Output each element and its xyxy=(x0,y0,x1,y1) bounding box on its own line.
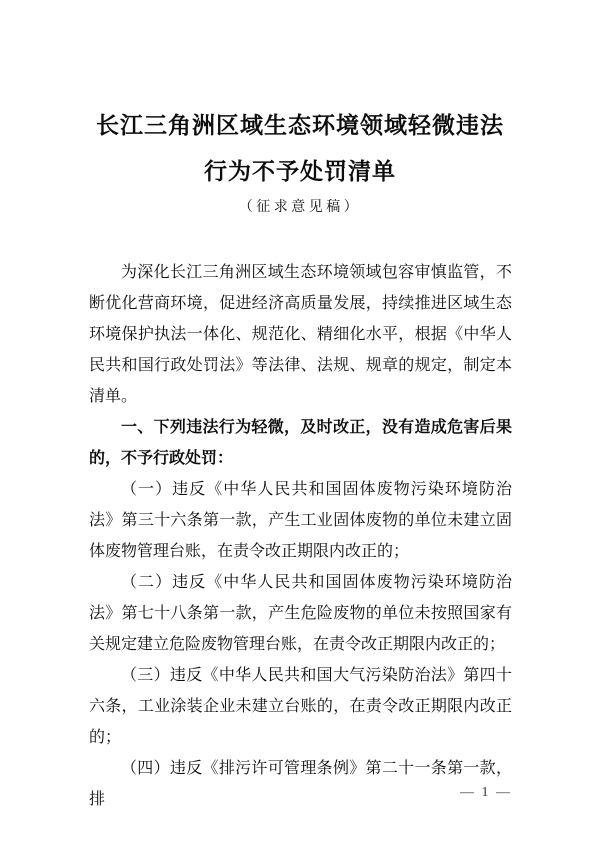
page-number: — 1 — xyxy=(460,785,512,800)
page-title-line-2: 行为不予处罚清单 xyxy=(204,159,396,184)
section-heading: 一、下列违法行为轻微，及时改正，没有造成危害后果的，不予行政处罚： xyxy=(89,419,512,467)
list-item-1: （一）违反《中华人民共和国固体废物污染环境防治法》第三十六条第一款，产生工业固体废物的单位未建立固体废物管理台账，在责令改正期限内改正的； xyxy=(89,481,512,560)
intro-paragraph: 为深化长江三角洲区域生态环境领域包容审慎监管，不断优化营商环境，促进经济高质量发展，持续推进区域生态环境保护执法一体化、规范化、精细化水平，根据《中华人民共和国行政处罚法》等法律、法规、规章的规定，制定本清单。 xyxy=(89,264,512,405)
list-item-2: （二）违反《中华人民共和国固体废物污染环境防治法》第七十八条第一款，产生危险废物的单位未按照国家有关规定建立危险废物管理台账，在责令改正期限内改正的； xyxy=(89,574,512,653)
document-subtitle: （征求意见稿） xyxy=(238,200,362,215)
document-title xyxy=(40,103,560,195)
document-body xyxy=(89,257,512,815)
page-title-line-1: 长江三角洲区域生态环境领域轻微违法 xyxy=(96,113,504,138)
list-item-3: （三）违反《中华人民共和国大气污染防治法》第四十六条，工业涂装企业未建立台账的，在责令改正期限内改正的； xyxy=(89,667,512,746)
list-item-4: （四）违反《排污许可管理条例》第二十一条第一款，排 xyxy=(89,760,512,808)
